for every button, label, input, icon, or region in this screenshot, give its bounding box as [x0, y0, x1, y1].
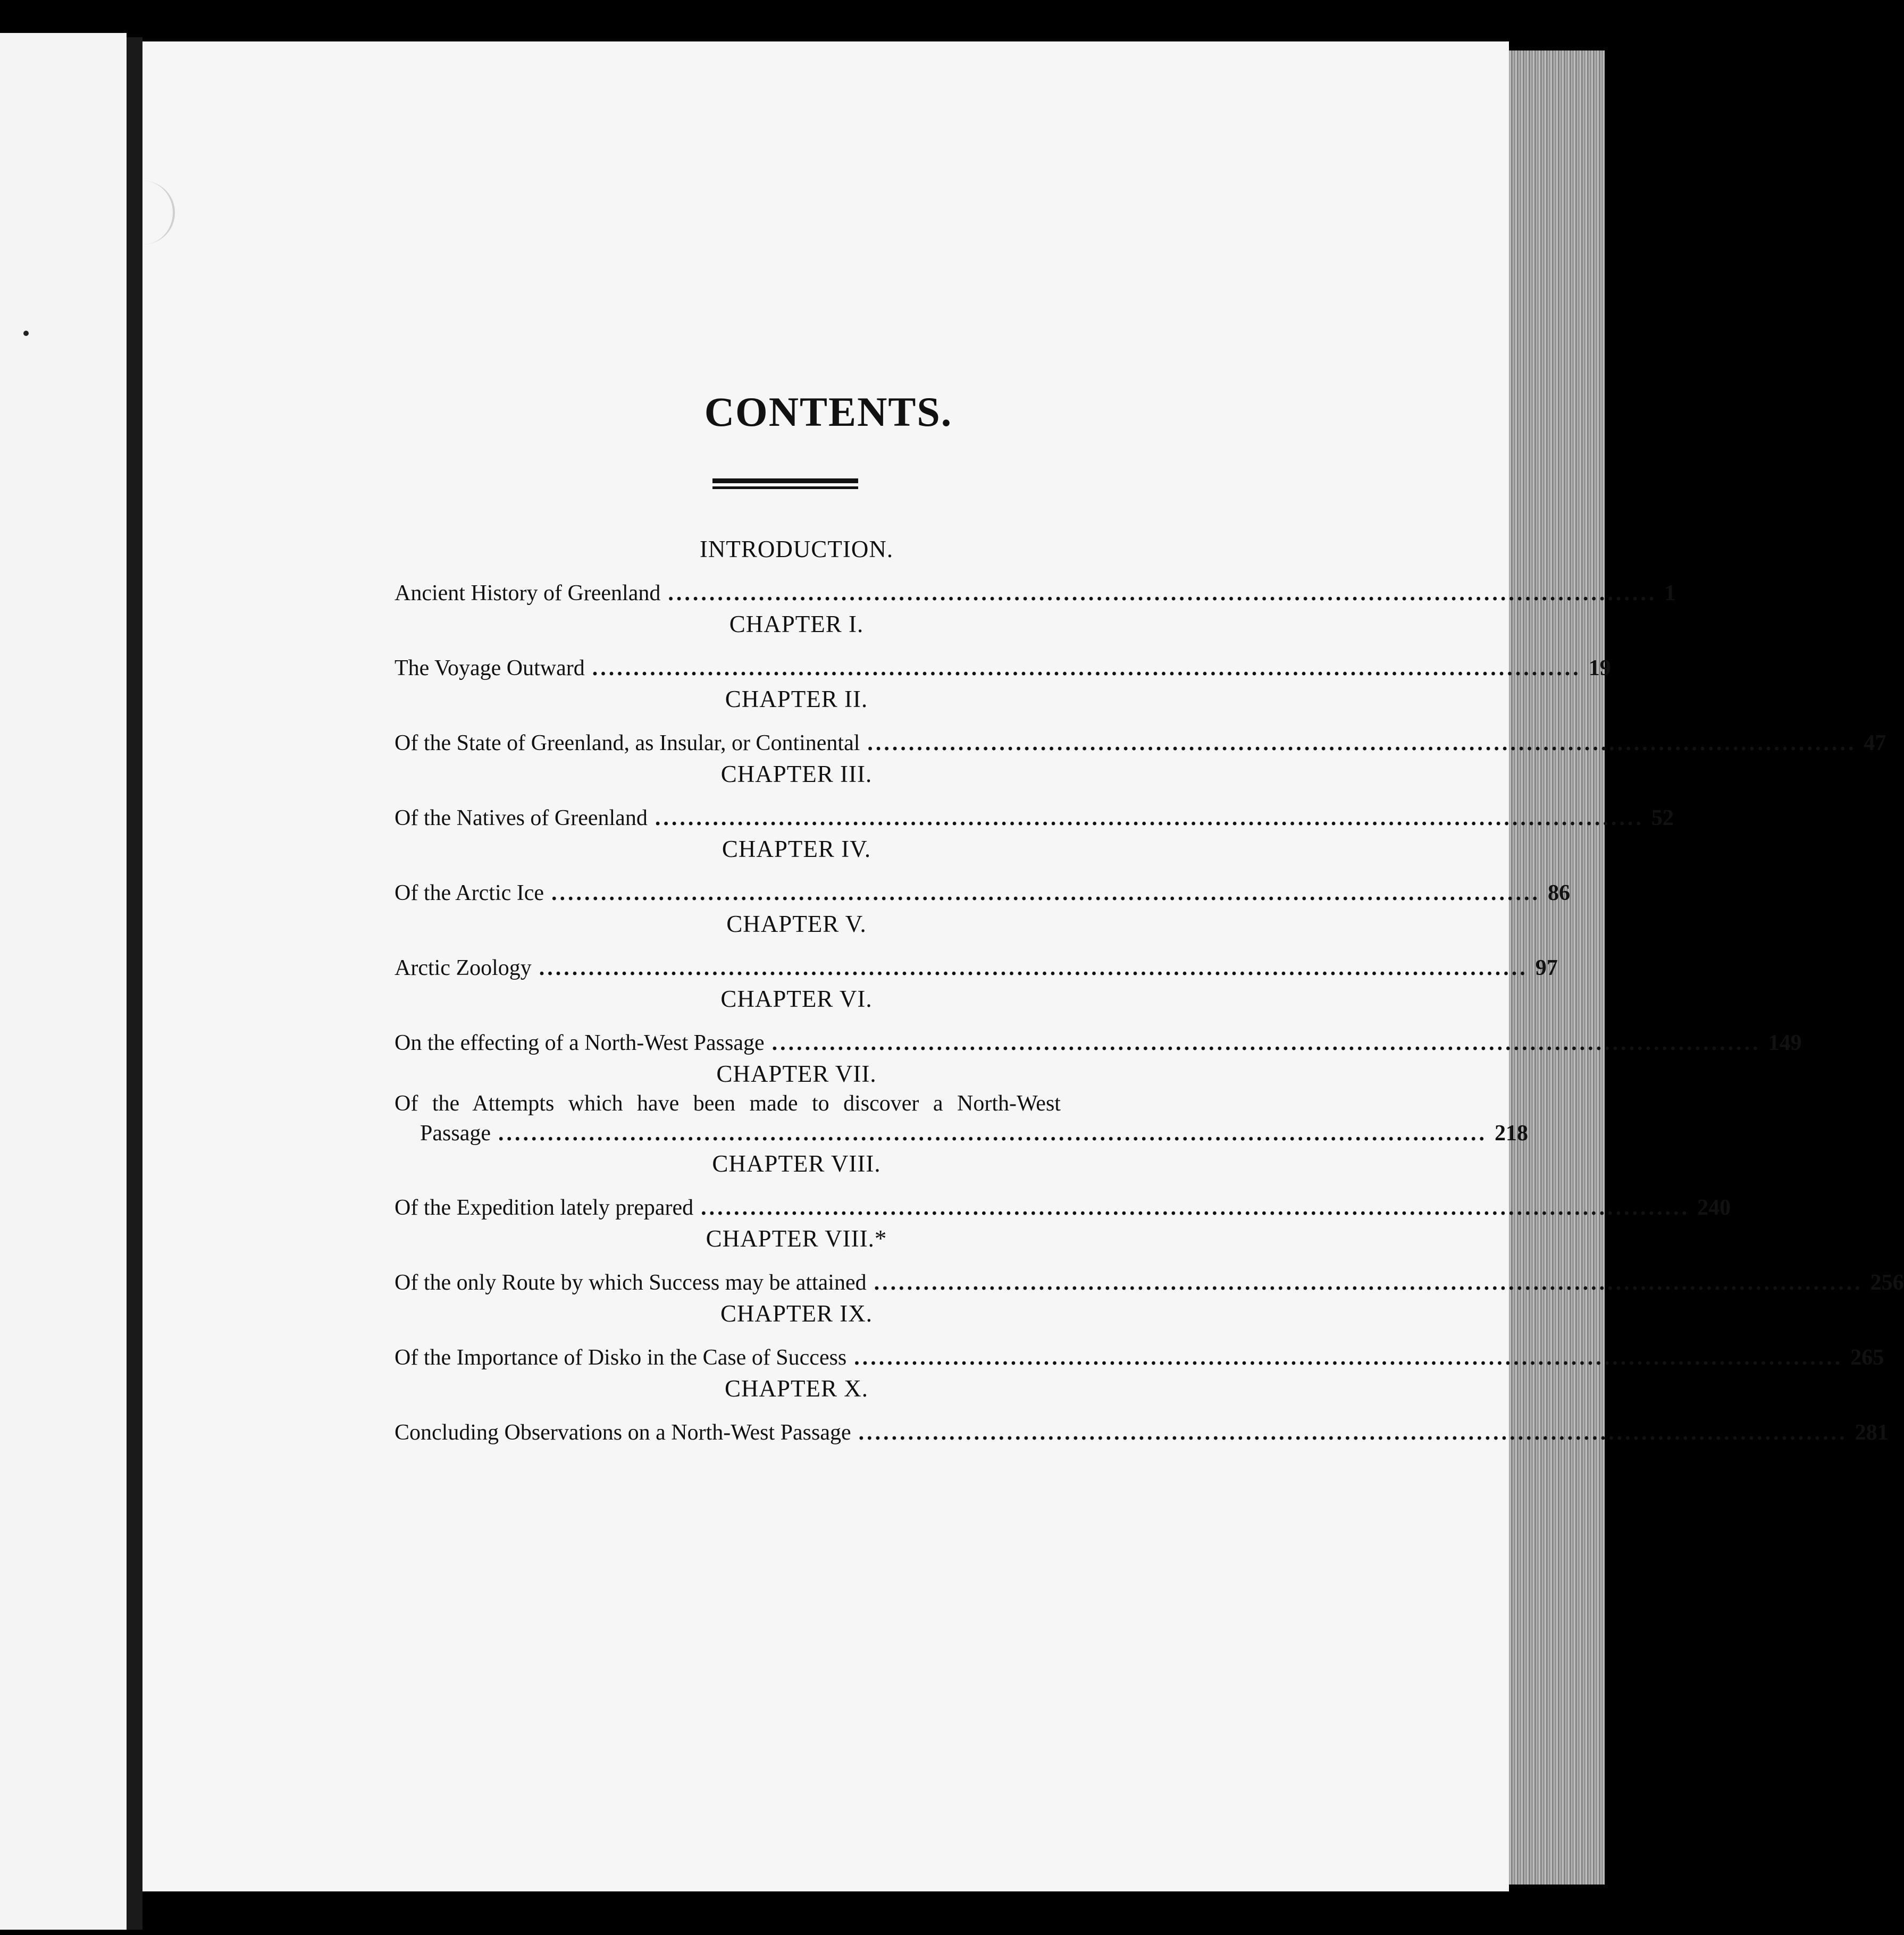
- section-heading: CHAPTER VIII.*: [706, 1225, 887, 1252]
- section-heading: CHAPTER II.: [725, 686, 868, 712]
- page-number: 281: [1855, 1420, 1889, 1445]
- dot-leader: ........................................................................................................................: [874, 1271, 1863, 1295]
- toc-entry: [395, 1089, 1528, 1149]
- entry-title: Of the Expedition lately prepared: [395, 1196, 694, 1220]
- toc-entry: [395, 864, 1571, 909]
- page-number: 19: [1588, 656, 1611, 680]
- entry-title: Of the only Route by which Success may be attained: [395, 1271, 867, 1295]
- page-number: 256: [1870, 1271, 1904, 1295]
- entry-title-line1: Of the Attempts which have been made to discover a North-West: [395, 1091, 1061, 1116]
- entry-title: Of the Natives of Greenland: [395, 806, 648, 830]
- book-gutter: [127, 37, 142, 1930]
- page-number: 149: [1768, 1031, 1802, 1055]
- section-heading: INTRODUCTION.: [699, 536, 894, 562]
- page-number: 1: [1664, 581, 1676, 605]
- entry-title: Of the Arctic Ice: [395, 881, 544, 905]
- section-heading: CHAPTER VII.: [716, 1061, 877, 1087]
- section-heading: CHAPTER III.: [720, 761, 873, 787]
- toc-entry: [395, 639, 1611, 684]
- section-heading: CHAPTER V.: [726, 911, 867, 937]
- page-number: 52: [1651, 806, 1674, 830]
- page-number: 86: [1548, 881, 1571, 905]
- page-number: 265: [1850, 1345, 1884, 1370]
- dot-leader: ........................................................................................................................: [771, 1031, 1761, 1055]
- section-heading: CHAPTER VI.: [720, 986, 873, 1012]
- entry-title: Of the Importance of Disko in the Case of Success: [395, 1345, 847, 1370]
- section-heading: CHAPTER IV.: [722, 836, 871, 862]
- entry-title: Of the State of Greenland, as Insular, or Continental: [395, 731, 860, 755]
- entry-title-line2-row: [395, 1118, 1528, 1149]
- page-number: 218: [1494, 1121, 1528, 1146]
- dot-leader: ........................................................................................................................: [539, 956, 1528, 980]
- page-number: 240: [1697, 1196, 1731, 1220]
- entry-title-line2: Passage: [420, 1121, 491, 1146]
- toc-entry: [395, 1014, 1802, 1059]
- section-heading: CHAPTER X.: [724, 1375, 869, 1402]
- dot-leader: ........................................................................................................................: [701, 1196, 1690, 1220]
- dot-leader: ........................................................................................................................: [551, 881, 1541, 905]
- toc-entry: [395, 564, 1676, 609]
- entry-title: Ancient History of Greenland: [395, 581, 661, 605]
- dot-leader: ........................................................................................................................: [867, 731, 1857, 755]
- dot-leader: ........................................................................................................................: [592, 656, 1581, 680]
- table-of-contents: [395, 534, 1904, 1449]
- toc-entry: [395, 714, 1886, 759]
- entry-title: On the effecting of a North-West Passage: [395, 1031, 765, 1055]
- section-heading: CHAPTER VIII.: [712, 1150, 881, 1177]
- entry-title: The Voyage Outward: [395, 656, 585, 680]
- toc-entry: [395, 1328, 1884, 1374]
- toc-entry: [395, 789, 1674, 834]
- dot-leader: ........................................................................................................................: [858, 1420, 1848, 1445]
- toc-entry: [395, 1253, 1904, 1299]
- entry-title: Concluding Observations on a North-West Passage: [395, 1420, 851, 1445]
- section-heading: CHAPTER I.: [729, 611, 864, 637]
- toc-entry: [395, 939, 1558, 984]
- dot-leader: ........................................................................................................................: [668, 581, 1657, 605]
- toc-entry: [395, 1403, 1889, 1449]
- entry-title: Arctic Zoology: [395, 956, 532, 980]
- dot-leader: ........................................................................................................................: [498, 1121, 1487, 1146]
- contents-title: CONTENTS.: [704, 389, 953, 435]
- page-number: 97: [1535, 956, 1558, 980]
- dot-leader: ........................................................................................................................: [655, 806, 1644, 830]
- dot-leader: ........................................................................................................................: [854, 1345, 1843, 1370]
- title-rule-thin: [712, 486, 858, 489]
- left-page: [0, 33, 127, 1930]
- ink-speck: [23, 331, 29, 336]
- title-rule-thick: [712, 478, 858, 483]
- section-heading: CHAPTER IX.: [720, 1300, 873, 1327]
- toc-entry: [395, 1179, 1731, 1224]
- page-number: 47: [1864, 731, 1886, 755]
